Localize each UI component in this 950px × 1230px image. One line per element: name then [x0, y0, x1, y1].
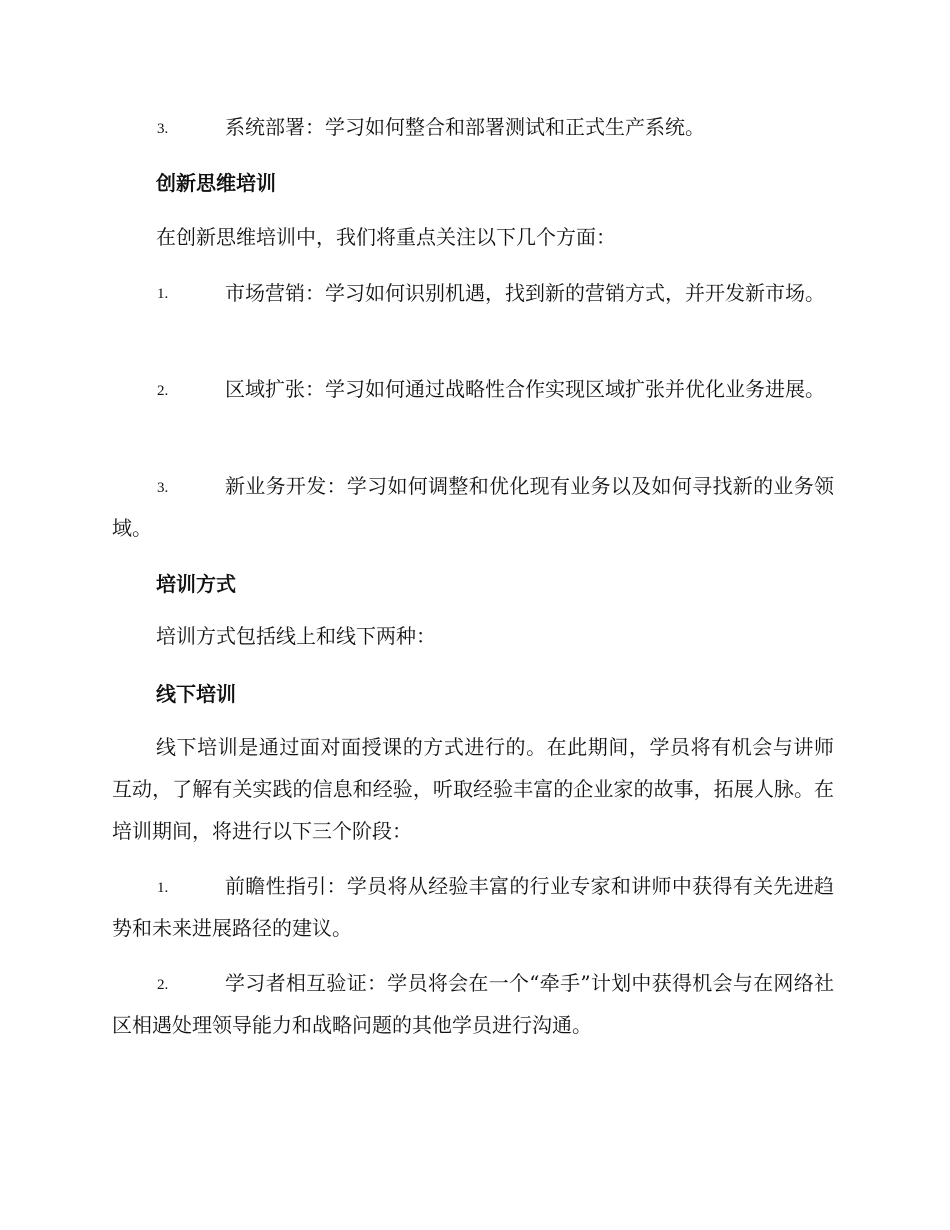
list-number: 2. — [157, 383, 169, 399]
list-number: 1. — [157, 286, 169, 302]
list-item-text: 前瞻性指引：学员将从经验丰富的行业专家和讲师中获得有关先进趋势和未来进展路径的建议。 — [112, 874, 834, 940]
offline-paragraph: 线下培训是通过面对面授课的方式进行的。在此期间，学员将有机会与讲师互动，了解有关实践的信息和经验，听取经验丰富的企业家的故事，拓展人脉。在培训期间，将进行以下三个阶段： — [112, 735, 834, 843]
list-number: 1. — [157, 880, 169, 896]
list-number: 3. — [157, 480, 169, 496]
list-item-text: 系统部署：学习如何整合和部署测试和正式生产系统。 — [225, 115, 705, 139]
section-heading-innovation: 创新思维培训 — [156, 171, 276, 195]
list-number: 2. — [157, 977, 169, 993]
methods-intro: 培训方式包括线上和线下两种： — [156, 624, 436, 648]
section-heading-offline: 线下培训 — [156, 682, 236, 706]
list-item-text: 学习者相互验证：学员将会在一个“牵手”计划中获得机会与在网络社区相遇处理领导能力和战略问题的其他学员进行沟通。 — [112, 971, 834, 1037]
innovation-intro: 在创新思维培训中，我们将重点关注以下几个方面： — [156, 225, 616, 249]
list-item-text: 区域扩张：学习如何通过战略性合作实现区域扩张并优化业务进展。 — [225, 377, 825, 401]
list-item-text: 新业务开发：学习如何调整和优化现有业务以及如何寻找新的业务领域。 — [112, 474, 834, 540]
list-item-text: 市场营销：学习如何识别机遇，找到新的营销方式，并开发新市场。 — [225, 281, 825, 305]
list-number: 3. — [157, 121, 169, 137]
section-heading-methods: 培训方式 — [156, 572, 236, 596]
